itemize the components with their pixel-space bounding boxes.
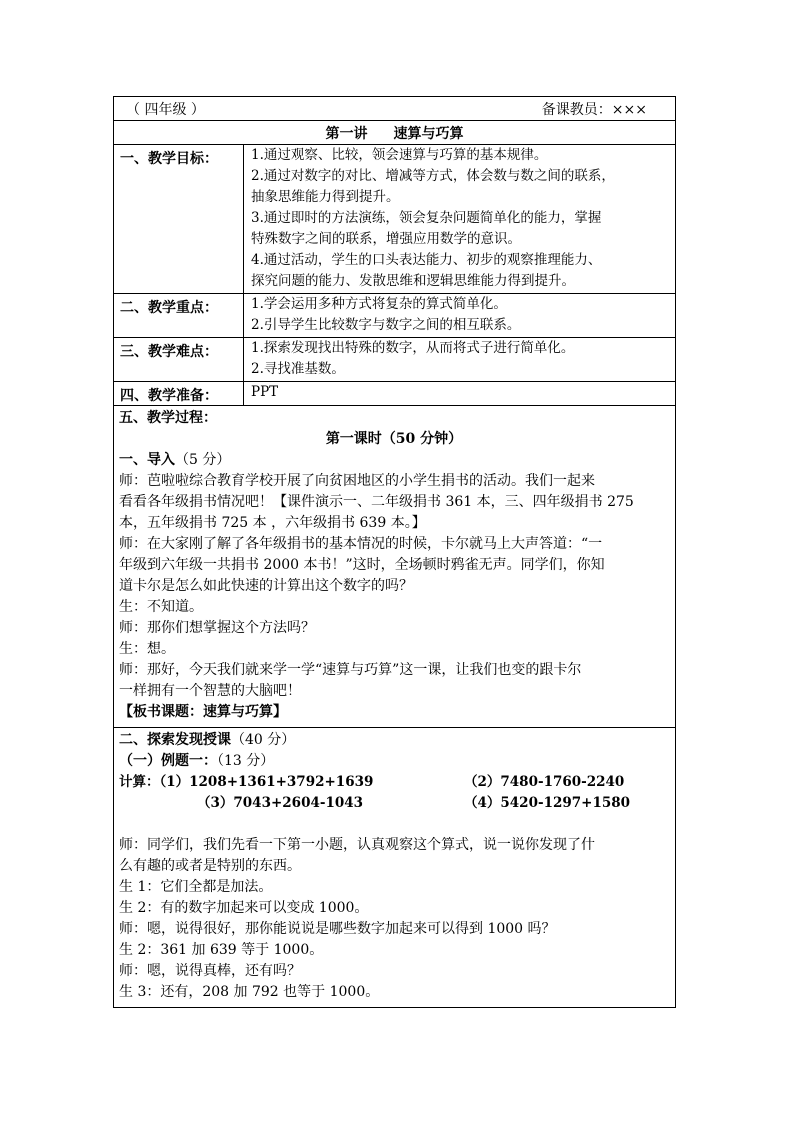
- difficulties-line: 1.探索发现找出特殊的数字，从而将式子进行简单化。: [251, 340, 575, 356]
- dialog-line: 生 2：有的数字加起来可以变成 1000。: [119, 900, 369, 916]
- intro-title: 一、导入: [119, 452, 175, 468]
- explore-title: 二、探索发现授课: [119, 732, 231, 748]
- dialog-line: 师：嗯，说得真棒，还有吗？: [119, 963, 301, 979]
- intro-line: 道卡尔是怎么如此快速的计算出这个数字的吗？: [119, 578, 413, 594]
- dialog-line: 么有趣的或者是特别的东西。: [119, 858, 301, 874]
- header-row: [114, 97, 675, 121]
- difficulties-row: [114, 338, 675, 382]
- preparation-value: PPT: [251, 384, 279, 400]
- lesson-heading: 第一课时（50 分钟）: [325, 431, 463, 447]
- calc-item-4: （4）5420-1297+1580: [464, 795, 631, 811]
- example-heading: [119, 751, 669, 772]
- lesson-plan-table: [113, 96, 676, 1008]
- key-points-row: [114, 294, 675, 338]
- dialog-line: 生 1：它们全都是加法。: [119, 879, 273, 895]
- intro-line: 一样拥有一个智慧的大脑吧！: [119, 683, 301, 699]
- goals-line: 抽象思维能力得到提升。: [251, 189, 400, 205]
- intro-time: （5 分）: [175, 452, 231, 468]
- intro-line: 生：不知道。: [119, 599, 203, 615]
- goals-line: 2.通过对数字的对比、增减等方式，体会数与数之间的联系，: [251, 168, 615, 184]
- dialog-line: 生 2：361 加 639 等于 1000。: [119, 942, 324, 958]
- process-section: [114, 406, 675, 728]
- intro-line: 师：芭啦啦综合教育学校开展了向贫困地区的小学生捐书的活动。我们一起来: [119, 473, 595, 489]
- goals-label: 一、教学目标：: [114, 145, 244, 293]
- calc-item-3: （3）7043+2604-1043: [197, 795, 364, 811]
- intro-line: 本，五年级捐书 725 本 ，六年级捐书 639 本。】: [119, 515, 426, 531]
- key-points-line: 2.引导学生比较数字与数字之间的相互联系。: [251, 317, 521, 333]
- key-points-content: [244, 294, 675, 337]
- spacer: [119, 814, 669, 835]
- key-points-label: 二、教学重点：: [114, 294, 244, 337]
- goals-line: 3.通过即时的方法演练，领会复杂问题简单化的能力，掌握: [251, 210, 602, 226]
- process-label: 五、教学过程：: [119, 410, 217, 426]
- lecture-number: 第一讲: [325, 125, 368, 142]
- key-points-line: 1.学会运用多种方式将复杂的算式简单化。: [251, 296, 507, 312]
- difficulties-content: [244, 338, 675, 381]
- calc-item-1: 计算：（1）1208+1361+3792+1639: [119, 774, 374, 790]
- intro-line: 师：在大家刚了解了各年级捐书的基本情况的时候，卡尔就马上大声答道：“一: [119, 536, 603, 552]
- preparation-label: 四、教学准备：: [114, 382, 244, 405]
- difficulties-line: 2.寻找准基数。: [251, 361, 345, 377]
- explore-time: （40 分）: [231, 732, 296, 748]
- calc-row-2: [119, 793, 669, 814]
- difficulties-label: 三、教学难点：: [114, 338, 244, 381]
- example-title: （一）例题一：: [119, 753, 217, 769]
- intro-heading: [119, 450, 669, 471]
- dialog-line: 师：嗯，说得很好，那你能说说是哪些数字加起来可以得到 1000 吗？: [119, 921, 556, 937]
- grade-label: （ 四年级 ）: [126, 101, 205, 118]
- intro-line: 师：那你们想掌握这个方法吗？: [119, 620, 315, 636]
- dialog-line: 生 3：还有，208 加 792 也等于 1000。: [119, 984, 380, 1000]
- explore-heading: [119, 730, 669, 751]
- teacher-label: 备课教员：×××: [541, 101, 647, 118]
- goals-content: [244, 145, 675, 293]
- lecture-title: [114, 121, 675, 145]
- intro-line: 师：那好，今天我们就来学一学“速算与巧算”这一课，让我们也变的跟卡尔: [119, 662, 582, 678]
- intro-line: 看看各年级捐书情况吧！【课件演示一、二年级捐书 361 本，三、四年级捐书 275: [119, 494, 634, 510]
- goals-line: 探究问题的能力、发散思维和逻辑思维能力得到提升。: [251, 273, 575, 289]
- goals-row: [114, 145, 675, 294]
- board-title: 【板书课题：速算与巧算】: [119, 704, 287, 720]
- intro-line: 年级到六年级一共捐书 2000 本书！”这时，全场顿时鸦雀无声。同学们，你知: [119, 557, 605, 573]
- intro-line: 生：想。: [119, 641, 175, 657]
- goals-line: 4.通过活动，学生的口头表达能力、初步的观察推理能力、: [251, 252, 602, 268]
- goals-line: 1.通过观察、比较，领会速算与巧算的基本规律。: [251, 147, 548, 163]
- explore-section: [114, 728, 675, 1007]
- example-time: （13 分）: [217, 753, 275, 769]
- calc-row-1: [119, 772, 669, 793]
- calc-label: 计算：: [119, 774, 160, 790]
- preparation-row: [114, 382, 675, 406]
- dialog-line: 师：同学们，我们先看一下第一小题，认真观察这个算式，说一说你发现了什: [119, 837, 595, 853]
- lecture-topic: 速算与巧算: [393, 125, 464, 142]
- goals-line: 特殊数字之间的联系，增强应用数学的意识。: [251, 231, 521, 247]
- calc-item-2: （2）7480-1760-2240: [464, 774, 625, 790]
